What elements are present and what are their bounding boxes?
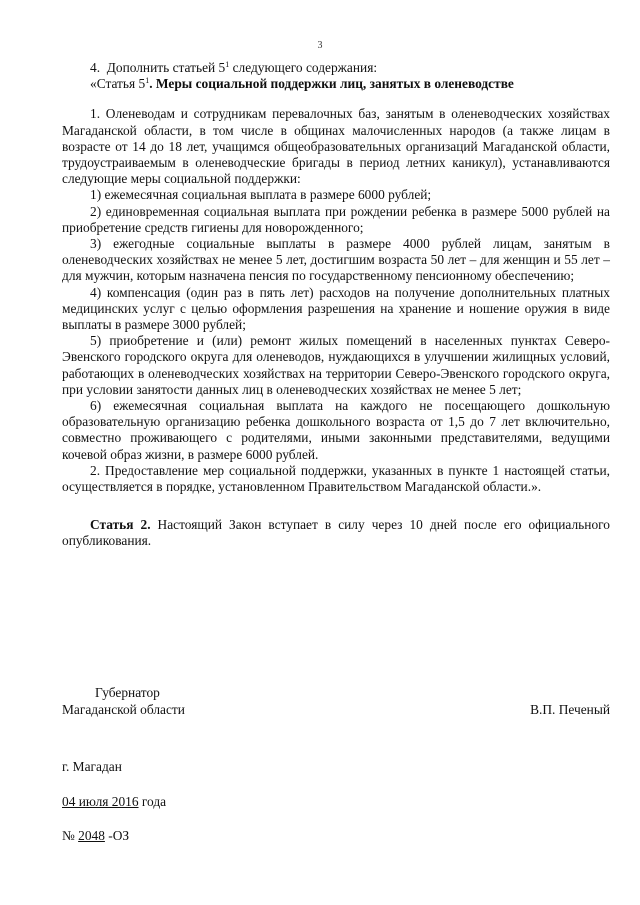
article-2-text: Настоящий Закон вступает в силу через 10 дней после его официального опубликования. bbox=[62, 517, 610, 549]
law-number bbox=[62, 828, 129, 844]
number-value: 2048 bbox=[78, 828, 105, 843]
article-2 bbox=[62, 517, 610, 549]
list-item-5: 5) приобретение и (или) ремонт жилых помещений в населенных пунктах Северо-Эвенского городского округа для оленеводов, нуждающихся в улучшении жилищных условий, работающих в оленеводческих хозяйствах на территории Северо-Эвенского городского округа, при условии занятости данных лиц в оленеводческих хозяйствах не менее 5 лет; bbox=[62, 333, 610, 397]
article-prefix: «Статья 5 bbox=[90, 76, 146, 92]
amendment-tail: следующего содержания: bbox=[229, 60, 378, 75]
list-item-3: 3) ежегодные социальные выплаты в размере 4000 рублей лицам, занятым в оленеводческих хозяйствах не менее 5 лет, достигшим возраста 50 лет – для женщин и 55 лет – для мужчин, которым назначена пенсия по государственному пенсионному обеспечению; bbox=[62, 236, 610, 284]
amendment-intro bbox=[62, 60, 610, 76]
article-heading bbox=[62, 76, 610, 92]
city: г. Магадан bbox=[62, 759, 122, 774]
list-item-6: 6) ежемесячная социальная выплата на каждого не посещающего дошкольную образовательную организацию ребенка дошкольного возраста от 1,5 до 7 лет включительно, совместно проживающего с родителями, иными законными представителями, ведущими кочевой образ жизни, в размере 6000 рублей. bbox=[62, 398, 610, 462]
page-number: 3 bbox=[317, 40, 323, 51]
number-prefix: № bbox=[62, 828, 79, 843]
signer-title: Губернатор bbox=[95, 685, 160, 700]
article-2-label: Статья 2. bbox=[90, 517, 151, 533]
signer-region: Магаданской области bbox=[62, 702, 185, 717]
list-item-2: 2) единовременная социальная выплата при рождении ребенка в размере 5000 рублей на приобретение средств гигиены для новорожденного; bbox=[62, 203, 610, 235]
paragraph-1: 1. Оленеводам и сотрудникам перевалочных баз, занятым в оленеводческих хозяйствах Магаданской области, в том числе в общинах малочисленных народов (а также лицам в возрасте от 14 до 18 лет, учащимся общеобразовательных организаций Магаданской области, трудоустраиваемым в оленеводческие бригады в период летних каникул), устанавливаются следующие меры социальной поддержки: bbox=[62, 106, 610, 187]
number-suffix: -ОЗ bbox=[104, 828, 130, 843]
date-suffix: года bbox=[138, 794, 167, 809]
superscript: 1 bbox=[225, 60, 230, 69]
superscript: 1 bbox=[145, 76, 150, 86]
document-body bbox=[62, 60, 610, 550]
list-item-1: 1) ежемесячная социальная выплата в размере 6000 рублей; bbox=[90, 187, 432, 203]
law-date bbox=[62, 794, 166, 810]
article-title: . Меры социальной поддержки лиц, занятых в оленеводстве bbox=[149, 76, 514, 92]
date-value: 04 июля 2016 bbox=[62, 794, 139, 809]
amendment-text: 4. Дополнить статьей 5 bbox=[90, 60, 226, 75]
paragraph-2: 2. Предоставление мер социальной поддержки, указанных в пункте 1 настоящей статьи, осуществляется в порядке, установленном Правительством Магаданской области.». bbox=[62, 462, 610, 495]
list-item-4: 4) компенсация (один раз в пять лет) расходов на получение дополнительных платных медицинских услуг с целью оформления разрешения на хранение и ношение оружия в виде выплаты в размере 3000 рублей; bbox=[62, 284, 610, 333]
signature-block bbox=[62, 684, 610, 718]
signer-name: В.П. Печеный bbox=[530, 702, 610, 717]
